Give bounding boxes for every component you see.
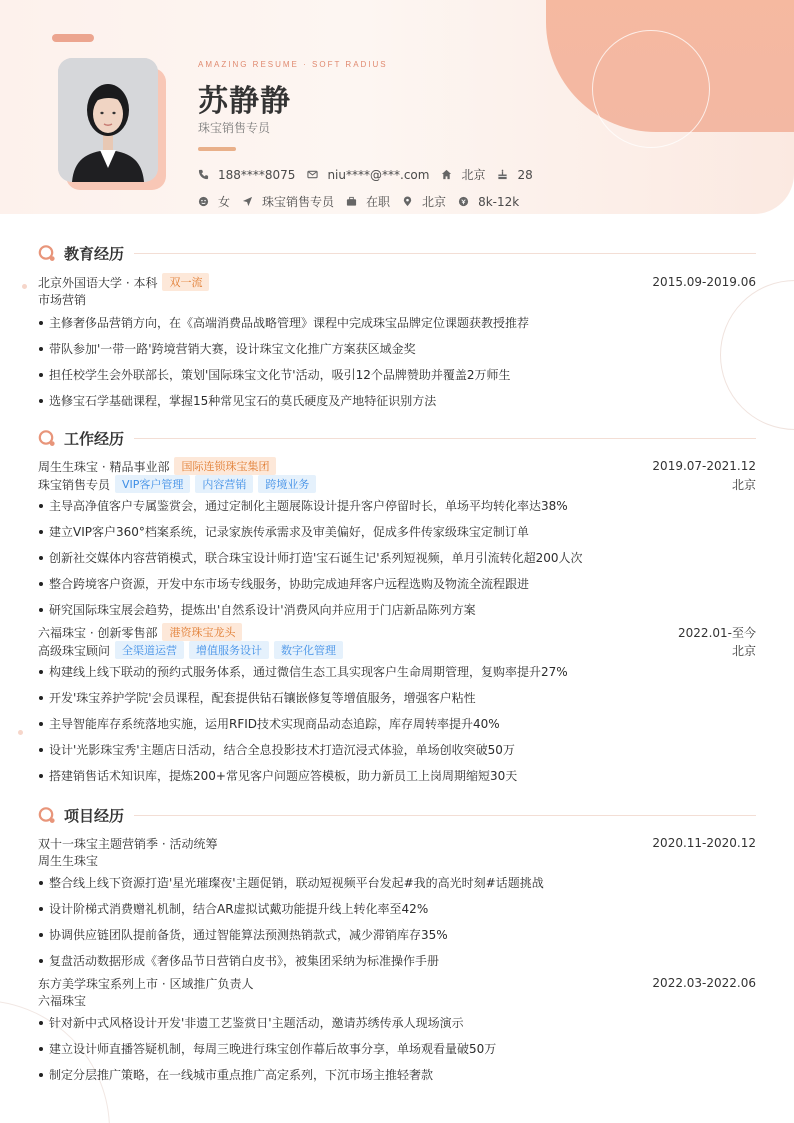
project-name: 双十一珠宝主题营销季 · 活动统筹 (38, 836, 218, 851)
list-item: 研究国际珠宝展会趋势，提炼出'自然系设计'消费风向并应用于门店新品陈列方案 (38, 597, 756, 623)
list-item: 复盘活动数据形成《奢侈品节日营销白皮书》，被集团采纳为标准操作手册 (38, 948, 756, 974)
project-entry (38, 834, 756, 974)
age-info (497, 168, 532, 182)
avatar-illustration (58, 58, 158, 182)
list-item: 制定分层推广策略，在一线城市重点推广高定系列，下沉市场主推轻奢款 (38, 1062, 756, 1088)
list-item: 主导高净值客户专属鉴赏会，通过定制化主题展陈设计提升客户停留时长，单场平均转化率达38% (38, 493, 756, 519)
list-item: 主导智能库存系统落地实施，运用RFID技术实现商品动态追踪，库存周转率提升40% (38, 711, 756, 737)
education-entry-header (38, 273, 756, 291)
education-section (38, 243, 756, 414)
skill-tag: 全渠道运营 (115, 641, 184, 659)
list-item: 整合线上线下资源打造'星光璀璨夜'主题促销，联动短视频平台发起#我的高光时刻#话题挑战 (38, 870, 756, 896)
search-icon (38, 806, 56, 824)
mail-icon (307, 169, 318, 180)
decoration-dot (22, 284, 27, 289)
salary-text: 8k-12k (478, 194, 520, 209)
section-divider (134, 253, 756, 254)
job-role-row (38, 475, 756, 493)
skill-tag: VIP客户管理 (115, 475, 190, 493)
email-info (307, 168, 429, 182)
work-header (38, 428, 756, 448)
phone-text: 188****8075 (218, 167, 296, 182)
section-divider (134, 815, 756, 816)
decoration-dot (18, 730, 23, 735)
phone-info (198, 168, 295, 182)
project-org: 周生生珠宝 (38, 854, 99, 868)
job-entry (38, 457, 756, 623)
company-name: 周生生珠宝 · 精品事业部 (38, 459, 170, 474)
target-position-info (242, 193, 334, 210)
candidate-title: 珠宝销售专员 (198, 121, 271, 135)
email-text: niu****@***.com (327, 167, 430, 182)
list-item: 建立VIP客户360°档案系统，记录家族传承需求及审美偏好，促成多件传家级珠宝定制订单 (38, 519, 756, 545)
accent-pill (52, 34, 94, 42)
company-badge: 港资珠宝龙头 (162, 623, 242, 641)
contact-info-row (198, 166, 545, 183)
project-bullets (38, 870, 756, 974)
skill-tag: 增值服务设计 (189, 641, 269, 659)
title-underline (198, 147, 236, 151)
resume-tagline: AMAZING RESUME · SOFT RADIUS (198, 60, 388, 69)
section-title: 教育经历 (64, 244, 125, 263)
job-header (38, 623, 756, 641)
projects-section (38, 805, 756, 1088)
target-city-text: 北京 (422, 195, 447, 209)
list-item: 建立设计师直播答疑机制，每周三晚进行珠宝创作幕后故事分享，单场观看量破50万 (38, 1036, 756, 1062)
target-city-info (402, 193, 446, 210)
school-badge: 双一流 (162, 273, 209, 291)
job-bullets (38, 659, 756, 789)
project-bullets (38, 1010, 756, 1088)
project-entry (38, 974, 756, 1088)
skill-tag: 跨境业务 (258, 475, 316, 493)
skill-tag: 数字化管理 (274, 641, 343, 659)
project-name: 东方美学珠宝系列上市 · 区域推广负责人 (38, 976, 254, 991)
job-city: 北京 (731, 477, 756, 492)
list-item: 设计阶梯式消费赠礼机制，结合AR虚拟试戴功能提升线上转化率至42% (38, 896, 756, 922)
profile-info-row (198, 193, 531, 210)
project-org: 六福珠宝 (38, 994, 87, 1008)
gender-info (198, 193, 230, 210)
job-date: 2019.07-2021.12 (652, 459, 756, 473)
company-name: 六福珠宝 · 创新零售部 (38, 625, 158, 640)
list-item: 设计'光影珠宝秀'主题店日活动，结合全息投影技术打造沉浸式体验，单场创收突破50万 (38, 737, 756, 763)
job-header (38, 457, 756, 475)
list-item: 担任校学生会外联部长，策划'国际珠宝文化节'活动，吸引12个品牌赞助并覆盖2万师生 (38, 362, 756, 388)
phone-icon (198, 169, 209, 180)
work-section (38, 428, 756, 789)
project-header (38, 974, 756, 992)
list-item: 搭建销售话术知识库，提炼200+常见客户问题应答模板，助力新员工上岗周期缩短30天 (38, 763, 756, 789)
project-header (38, 834, 756, 852)
list-item: 协调供应链团队提前备货，通过智能算法预测热销款式，减少滞销库存35% (38, 922, 756, 948)
education-date: 2015.09-2019.06 (652, 275, 756, 289)
list-item: 创新社交媒体内容营销模式，联合珠宝设计师打造'宝石诞生记'系列短视频，单月引流转化超200人次 (38, 545, 756, 571)
gender-text: 女 (218, 195, 231, 209)
list-item: 带队参加'一带一路'跨境营销大赛，设计珠宝文化推广方案获区域金奖 (38, 336, 756, 362)
job-role-row (38, 641, 756, 659)
job-date: 2022.01-至今 (678, 625, 756, 640)
skill-tag: 内容营销 (195, 475, 253, 493)
job-role: 珠宝销售专员 (38, 477, 111, 492)
list-item: 主修奢侈品营销方向，在《高端消费品战略管理》课程中完成珠宝品牌定位课题获教授推荐 (38, 310, 756, 336)
home-icon (441, 169, 452, 180)
projects-header (38, 805, 756, 825)
project-date: 2022.03-2022.06 (652, 976, 756, 990)
major: 市场营销 (38, 293, 87, 307)
send-icon (242, 196, 253, 207)
search-icon (38, 244, 56, 262)
list-item: 整合跨境客户资源，开发中东市场专线服务，协助完成迪拜客户远程选购及物流全流程跟进 (38, 571, 756, 597)
job-city: 北京 (731, 643, 756, 658)
section-title: 工作经历 (64, 429, 125, 448)
list-item: 构建线上线下联动的预约式服务体系，通过微信生态工具实现客户生命周期管理，复购率提升27% (38, 659, 756, 685)
project-date: 2020.11-2020.12 (652, 836, 756, 850)
search-icon (38, 429, 56, 447)
salary-icon (458, 196, 469, 207)
status-info (346, 193, 390, 210)
company-badge: 国际连锁珠宝集团 (174, 457, 276, 475)
location-icon (402, 196, 413, 207)
education-bullets (38, 310, 756, 414)
list-item: 选修宝石学基础课程，掌握15种常见宝石的莫氏硬度及产地特征识别方法 (38, 388, 756, 414)
hometown-info (441, 166, 485, 183)
briefcase-icon (346, 196, 357, 207)
status-text: 在职 (366, 195, 391, 209)
school-name: 北京外国语大学 · 本科 (38, 275, 158, 290)
section-divider (134, 438, 756, 439)
section-title: 项目经历 (64, 806, 125, 825)
education-header (38, 243, 756, 263)
age-text: 28 (517, 167, 533, 182)
profile-photo (58, 58, 158, 182)
job-role: 高级珠宝顾问 (38, 643, 111, 658)
cake-icon (497, 169, 508, 180)
hometown-text: 北京 (461, 168, 486, 182)
list-item: 针对新中式风格设计开发'非遗工艺鉴赏日'主题活动，邀请苏绣传承人现场演示 (38, 1010, 756, 1036)
target-position-text: 珠宝销售专员 (262, 195, 335, 209)
gender-icon (198, 196, 209, 207)
job-bullets (38, 493, 756, 623)
salary-info (458, 195, 519, 209)
header-decoration-ring (592, 30, 710, 148)
list-item: 开发'珠宝养护学院'会员课程，配套提供钻石镶嵌修复等增值服务，增强客户粘性 (38, 685, 756, 711)
job-entry (38, 623, 756, 789)
candidate-name: 苏静静 (198, 84, 291, 119)
